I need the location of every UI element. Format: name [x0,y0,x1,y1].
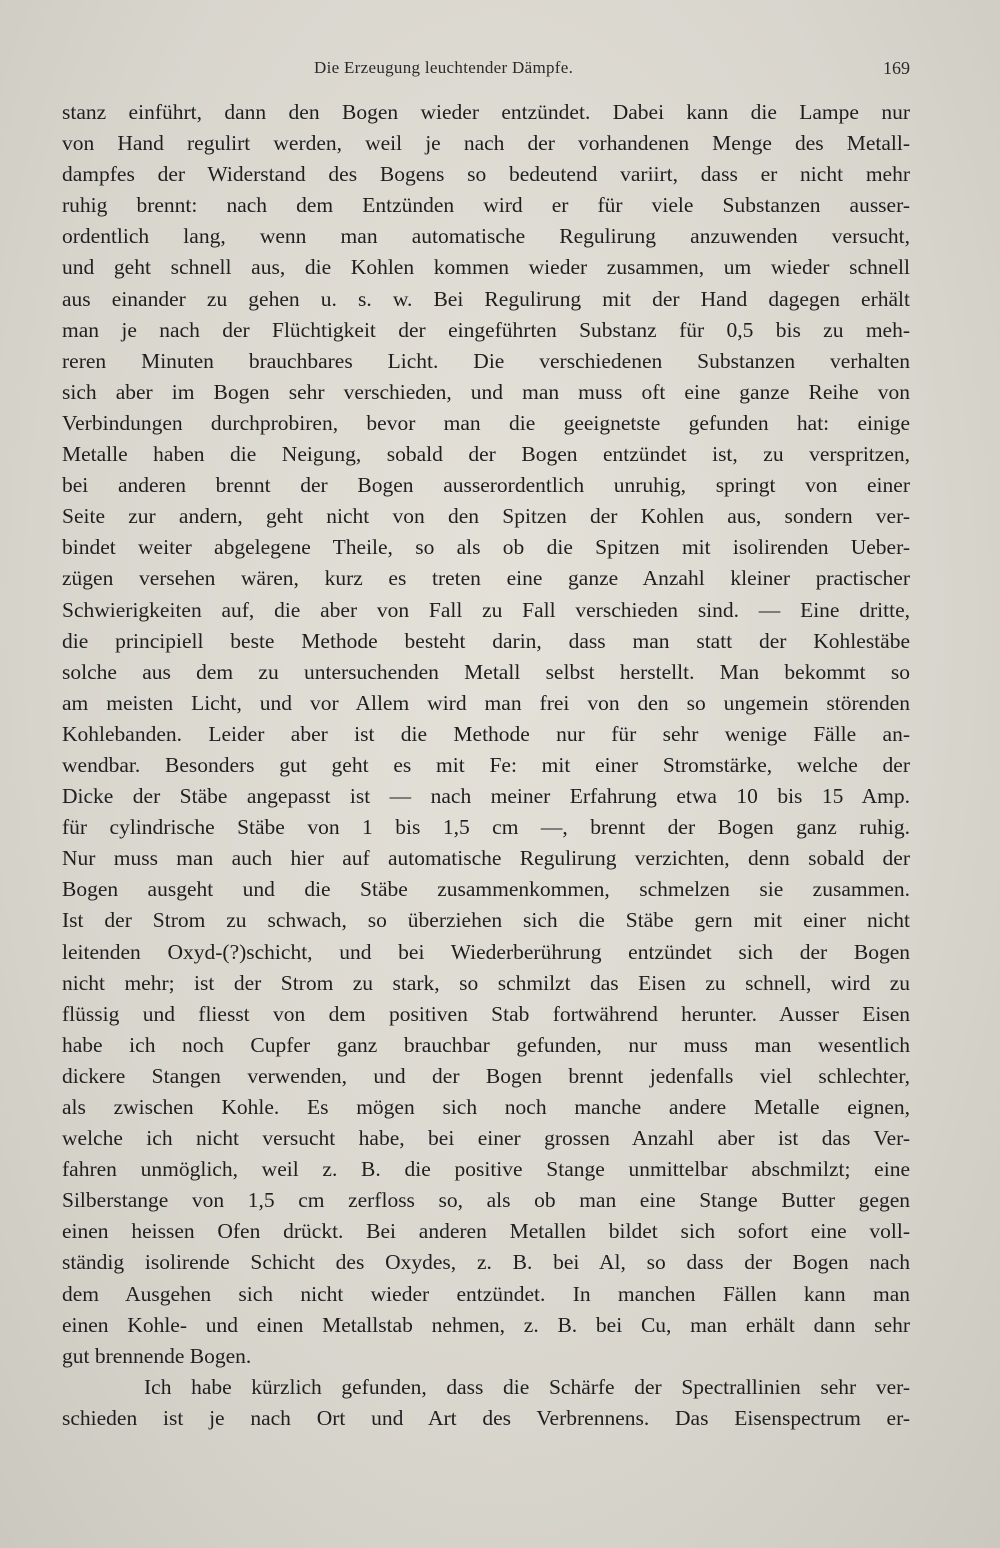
text-line: die principiell beste Methode besteht darin, dass man statt der Kohlestäbe [62,628,910,653]
text-line: stanz einführt, dann den Bogen wieder entzündet. Dabei kann die Lampe nur [62,100,910,124]
text-line: Ich habe kürzlich gefunden, dass die Schärfe der Spectrallinien sehr ver- [144,1374,910,1399]
text-line: reren Minuten brauchbares Licht. Die verschiedenen Substanzen verhalten [62,348,910,373]
text-line: ständig isolirende Schicht des Oxydes, z. B. bei Al, so dass der Bogen nach [62,1250,910,1275]
page-number: 169 [883,58,910,78]
text-line: dickere Stangen verwenden, und der Bogen brennt jedenfalls viel schlechter, [62,1063,910,1088]
text-line: Ist der Strom zu schwach, so überziehen sich die Stäbe gern mit einer nicht [62,908,910,933]
text-line: Bogen ausgeht und die Stäbe zusammenkommen, schmelzen sie zusammen. [62,877,910,902]
text-line: Seite zur andern, geht nicht von den Spitzen der Kohlen aus, sondern ver- [62,504,910,529]
text-line: ordentlich lang, wenn man automatische Regulirung anzuwenden versucht, [62,224,910,249]
text-line: Metalle haben die Neigung, sobald der Bogen entzündet ist, zu verspritzen, [62,442,910,467]
running-head [64,58,910,88]
body-text [62,97,910,1434]
text-line: Schwierigkeiten auf, die aber von Fall zu Fall verschieden sind. — Eine dritte, [62,597,910,622]
paragraph [62,97,910,1372]
text-line: flüssig und fliesst von dem positiven Stab fortwährend herunter. Ausser Eisen [62,1001,910,1026]
text-line: wendbar. Besonders gut geht es mit Fe: mit einer Stromstärke, welche der [62,752,910,777]
text-line: einen heissen Ofen drückt. Bei anderen Metallen bildet sich sofort eine voll- [62,1219,910,1244]
text-line: bei anderen brennt der Bogen ausserordentlich unruhig, springt von einer [62,473,910,498]
text-line: Kohlebanden. Leider aber ist die Methode nur für sehr wenige Fälle an- [62,721,910,746]
text-line: fahren unmöglich, weil z. B. die positive Stange unmittelbar abschmilzt; eine [62,1157,910,1182]
text-line: bindet weiter abgelegene Theile, so als ob die Spitzen mit isolirenden Ueber- [62,535,910,560]
text-line: Dicke der Stäbe angepasst ist — nach meiner Erfahrung etwa 10 bis 15 Amp. [62,784,910,809]
text-line: dem Ausgehen sich nicht wieder entzündet. In manchen Fällen kann man [62,1281,910,1306]
text-line: nicht mehr; ist der Strom zu stark, so schmilzt das Eisen zu schnell, wird zu [62,970,910,995]
text-line: Verbindungen durchprobiren, bevor man die geeignetste gefunden hat: einige [62,410,910,435]
text-line: als zwischen Kohle. Es mögen sich noch manche andere Metalle eignen, [62,1095,910,1119]
text-line: gut brennende Bogen. [62,1343,252,1368]
paragraph [62,1372,910,1434]
running-title: Die Erzeugung leuchtender Dämpfe. [314,58,574,77]
text-line: welche ich nicht versucht habe, bei einer grossen Anzahl aber ist das Ver- [62,1126,910,1151]
text-line: am meisten Licht, und vor Allem wird man frei von den so ungemein störenden [62,690,910,715]
text-line: Nur muss man auch hier auf automatische Regulirung verzichten, denn sobald der [62,846,910,871]
text-line: einen Kohle- und einen Metallstab nehmen, z. B. bei Cu, man erhält dann sehr [62,1312,910,1337]
text-line: dampfes der Widerstand des Bogens so bedeutend variirt, dass er nicht mehr [62,162,910,187]
text-line: für cylindrische Stäbe von 1 bis 1,5 cm —, brennt der Bogen ganz ruhig. [62,815,910,840]
text-line: von Hand regulirt werden, weil je nach der vorhandenen Menge des Metall- [62,131,910,156]
text-line: schieden ist je nach Ort und Art des Verbrennens. Das Eisenspectrum er- [62,1405,910,1430]
text-line: man je nach der Flüchtigkeit der eingeführten Substanz für 0,5 bis zu meh- [62,317,910,342]
text-line: und geht schnell aus, die Kohlen kommen wieder zusammen, um wieder schnell [62,255,910,280]
text-line: leitenden Oxyd-(?)schicht, und bei Wiederberührung entzündet sich der Bogen [62,939,910,964]
text-line: Silberstange von 1,5 cm zerfloss so, als ob man eine Stange Butter gegen [62,1188,910,1213]
text-line: ruhig brennt: nach dem Entzünden wird er für viele Substanzen ausser- [62,193,910,218]
text-line: solche aus dem zu untersuchenden Metall selbst herstellt. Man bekommt so [62,659,910,684]
text-line: habe ich noch Cupfer ganz brauchbar gefunden, nur muss man wesentlich [62,1032,910,1057]
text-line: zügen versehen wären, kurz es treten eine ganze Anzahl kleiner practischer [62,566,910,591]
text-line: sich aber im Bogen sehr verschieden, und man muss oft eine ganze Reihe von [62,379,910,404]
text-line: aus einander zu gehen u. s. w. Bei Regulirung mit der Hand dagegen erhält [62,286,910,311]
